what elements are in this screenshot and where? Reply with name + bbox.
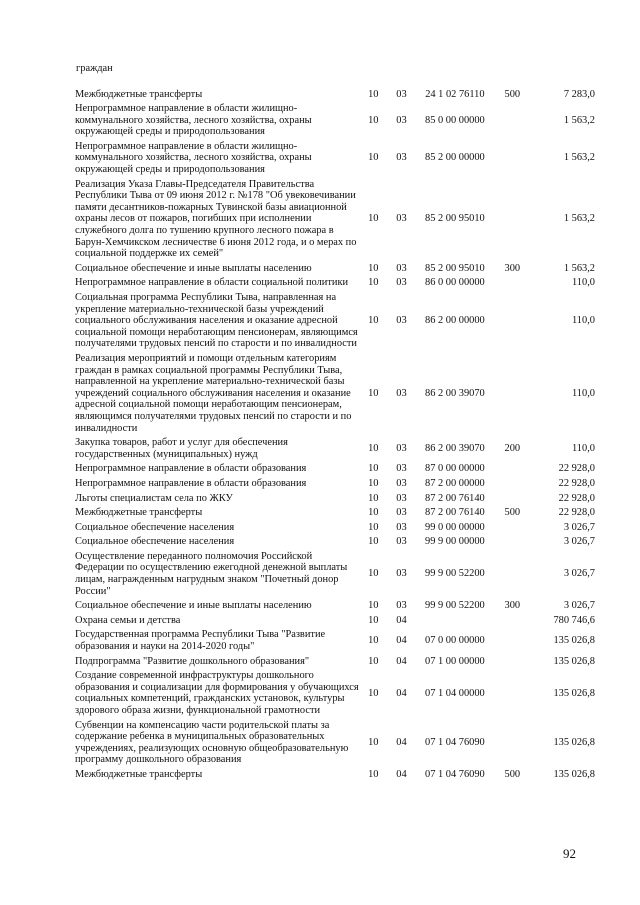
row-name: Межбюджетные трансферты [75,88,203,100]
table-row [75,177,595,261]
table-row [75,599,595,614]
row-target-article-code: 86 2 00 39070 [425,442,485,454]
row-section-code: 10 [368,521,379,533]
row-amount: 135 026,8 [553,687,595,699]
row-subsection-code: 03 [396,521,407,533]
table-row [75,654,595,669]
row-target-article-code: 99 0 00 00000 [425,521,485,533]
row-name: Закупка товаров, работ и услуг для обеспечения государственных (муниципальных) нужд [75,437,288,460]
row-section-code: 10 [368,507,379,519]
row-expense-type-code: 300 [504,600,521,612]
row-amount: 110,0 [572,277,595,289]
row-section-code: 10 [368,213,379,225]
row-subsection-code: 03 [396,536,407,548]
row-section-code: 10 [368,442,379,454]
row-expense-type-code [494,351,530,435]
budget-table [75,87,595,782]
table-row [75,276,595,291]
row-expense-type-code [494,669,530,718]
table-row [75,476,595,491]
row-amount: 3 026,7 [563,536,595,548]
row-amount: 22 928,0 [558,477,595,489]
row-amount: 135 026,8 [553,768,595,780]
row-name: Межбюджетные трансферты [75,507,203,519]
row-amount: 3 026,7 [563,600,595,612]
row-expense-type-code [494,291,530,352]
row-name: Охрана семьи и детства [75,614,181,626]
row-section-code: 10 [368,262,379,274]
row-section-code: 10 [368,152,379,164]
row-section-code: 10 [368,387,379,399]
row-subsection-code: 03 [396,315,407,327]
row-section-code: 10 [368,568,379,580]
table-row [75,87,595,102]
row-target-article-code: 87 0 00 00000 [425,463,485,475]
row-expense-type-code: 200 [504,442,521,454]
row-section-code: 10 [368,655,379,667]
table-row [75,351,595,435]
row-subsection-code: 04 [396,768,407,780]
row-amount: 22 928,0 [558,507,595,519]
row-target-article-code: 85 2 00 00000 [425,152,485,164]
continued-text: граждан [76,63,113,74]
row-target-article-code: 07 1 04 76090 [425,768,485,780]
table-row [75,102,595,140]
row-target-article-code: 87 2 00 76140 [425,507,485,519]
row-amount: 1 563,2 [563,262,595,274]
row-section-code: 10 [368,614,379,626]
row-section-code: 10 [368,463,379,475]
row-expense-type-code: 500 [504,768,521,780]
row-expense-type-code [494,139,530,177]
row-name: Межбюджетные трансферты [75,768,203,780]
row-subsection-code: 03 [396,600,407,612]
row-section-code: 10 [368,114,379,126]
row-subsection-code: 03 [396,114,407,126]
row-expense-type-code [494,654,530,669]
row-name: Создание современной инфраструктуры дошкольного образования и социализации для формирования у обучающихся социальных компетенций, гражданских установок, культуры здорового образа жизни, функциональной грамотности [75,670,359,716]
row-amount: 1 563,2 [563,152,595,164]
row-subsection-code: 03 [396,262,407,274]
table-row [75,628,595,654]
row-target-article-code: 87 2 00 76140 [425,492,485,504]
row-amount: 110,0 [572,387,595,399]
row-subsection-code: 04 [396,635,407,647]
row-target-article-code: 24 1 02 76110 [425,88,485,100]
row-section-code: 10 [368,492,379,504]
row-name: Государственная программа Республики Тыва "Развитие образования и науки на 2014-2020 годы" [75,629,326,653]
table-row [75,491,595,506]
row-target-article-code: 99 9 00 00000 [425,536,485,548]
row-target-article-code: 07 1 04 00000 [425,687,485,699]
row-name: Социальное обеспечение и иные выплаты населению [75,262,312,274]
row-amount: 110,0 [572,442,595,454]
row-expense-type-code [494,520,530,535]
row-subsection-code: 03 [396,568,407,580]
table-row [75,520,595,535]
table-row [75,613,595,628]
row-name: Непрограммное направление в области жилищно-коммунального хозяйства, лесного хозяйства, охраны окружающей среды и природопользования [75,103,312,138]
row-section-code: 10 [368,536,379,548]
table-row [75,291,595,352]
budget-table-body [75,87,595,782]
row-target-article-code: 86 2 00 39070 [425,387,485,399]
row-name: Социальная программа Республики Тыва, направленная на укрепление материально-технической базы учреждений социального обслуживания населения и оказание адресной социальной помощи неработающим пенсионерам, являющимся получателями трудовых пенсий по старости и по инвалидности [75,292,358,350]
row-name: Льготы специалистам села по ЖКУ [75,492,233,504]
row-target-article-code: 85 2 00 95010 [425,262,485,274]
row-target-article-code: 07 1 00 00000 [425,655,485,667]
row-expense-type-code [494,628,530,654]
row-amount: 135 026,8 [553,655,595,667]
row-subsection-code: 03 [396,213,407,225]
row-expense-type-code: 500 [504,88,521,100]
row-name: Социальное обеспечение и иные выплаты населению [75,600,312,612]
row-expense-type-code: 500 [504,507,521,519]
table-row [75,462,595,477]
row-name: Непрограммное направление в области жилищно-коммунального хозяйства, лесного хозяйства, охраны окружающей среды и природопользования [75,140,312,176]
row-target-article-code: 86 2 00 00000 [425,315,485,327]
table-row [75,767,595,782]
row-target-article-code [416,613,495,628]
row-amount: 110,0 [572,315,595,327]
table-row [75,261,595,276]
row-expense-type-code [494,613,530,628]
row-amount: 780 746,6 [553,614,595,626]
row-target-article-code: 85 2 00 95010 [425,213,485,225]
row-subsection-code: 03 [396,277,407,289]
row-subsection-code: 04 [396,687,407,699]
row-amount: 7 283,0 [563,88,595,100]
row-name: Осуществление переданного полномочия Российской Федерации по осуществлению ежегодной денежной выплаты лицам, награжденным нагрудным знаком "Почетный донор России" [75,550,348,597]
row-section-code: 10 [368,635,379,647]
row-expense-type-code [494,177,530,261]
table-row [75,669,595,718]
table-row [75,436,595,462]
row-expense-type-code [494,276,530,291]
row-section-code: 10 [368,477,379,489]
row-target-article-code: 99 9 00 52200 [425,568,485,580]
row-name: Реализация мероприятий и помощи отдельным категориям граждан в рамках социальной программы Республики Тыва, направленной на укрепление материально-технической базы учреждений социального обслуживания населения и оказание адресной социальной помощи неработающим пенсионерам, являющимся получателями трудовых пенсий по старости и по инвалидности [75,352,352,434]
row-expense-type-code: 300 [504,262,521,274]
row-target-article-code: 99 9 00 52200 [425,600,485,612]
row-name: Непрограммное направление в области социальной политики [75,277,349,289]
row-amount: 1 563,2 [563,213,595,225]
row-amount: 1 563,2 [563,114,595,126]
row-section-code: 10 [368,768,379,780]
row-subsection-code: 03 [396,463,407,475]
row-section-code: 10 [368,736,379,748]
row-subsection-code: 04 [396,736,407,748]
table-row [75,139,595,177]
row-amount: 135 026,8 [553,635,595,647]
row-subsection-code: 03 [396,492,407,504]
row-expense-type-code [494,718,530,767]
row-target-article-code: 86 0 00 00000 [425,277,485,289]
row-expense-type-code [494,476,530,491]
row-amount: 22 928,0 [558,492,595,504]
row-subsection-code: 03 [396,507,407,519]
row-name: Социальное обеспечение населения [75,536,235,548]
row-expense-type-code [494,549,530,598]
row-target-article-code: 85 0 00 00000 [425,114,485,126]
page-number: 92 [563,846,576,861]
row-section-code: 10 [368,600,379,612]
row-subsection-code: 04 [396,614,407,626]
row-subsection-code: 04 [396,655,407,667]
row-amount: 3 026,7 [563,568,595,580]
row-section-code: 10 [368,277,379,289]
row-subsection-code: 03 [396,88,407,100]
row-target-article-code: 87 2 00 00000 [425,477,485,489]
row-subsection-code: 03 [396,442,407,454]
row-expense-type-code [494,102,530,140]
row-section-code: 10 [368,315,379,327]
row-name: Непрограммное направление в области образования [75,477,307,489]
row-section-code: 10 [368,88,379,100]
row-subsection-code: 03 [396,152,407,164]
row-name: Подпрограмма "Развитие дошкольного образования" [75,655,310,667]
row-amount: 3 026,7 [563,521,595,533]
table-row [75,718,595,767]
row-name: Социальное обеспечение населения [75,521,235,533]
row-expense-type-code [494,491,530,506]
row-expense-type-code [494,535,530,550]
table-row [75,549,595,598]
row-subsection-code: 03 [396,387,407,399]
row-subsection-code: 03 [396,477,407,489]
row-target-article-code: 07 0 00 00000 [425,635,485,647]
table-row [75,535,595,550]
row-amount: 22 928,0 [558,463,595,475]
row-name: Субвенции на компенсацию части родительской платы за содержание ребенка в муниципальных образовательных учреждениях, реализующих основную общеобразовательную программу дошкольного образования [75,719,349,766]
row-name: Непрограммное направление в области образования [75,463,307,475]
row-name: Реализация Указа Главы-Председателя Правительства Республики Тыва от 09 июня 2012 г. №178 "Об увековечивании памяти десантников-пожарных Тувинской базы авиационной охраны лесов от пожаров, погибших при исполнении служебного долга по тушению крупного лесного пожара в Барун-Хемчикском лесничестве 6 июня 2012 года, и о мерах по социальной поддержке их семей" [75,178,357,260]
row-section-code: 10 [368,687,379,699]
table-row [75,506,595,521]
row-target-article-code: 07 1 04 76090 [425,736,485,748]
row-amount: 135 026,8 [553,736,595,748]
row-expense-type-code [494,462,530,477]
